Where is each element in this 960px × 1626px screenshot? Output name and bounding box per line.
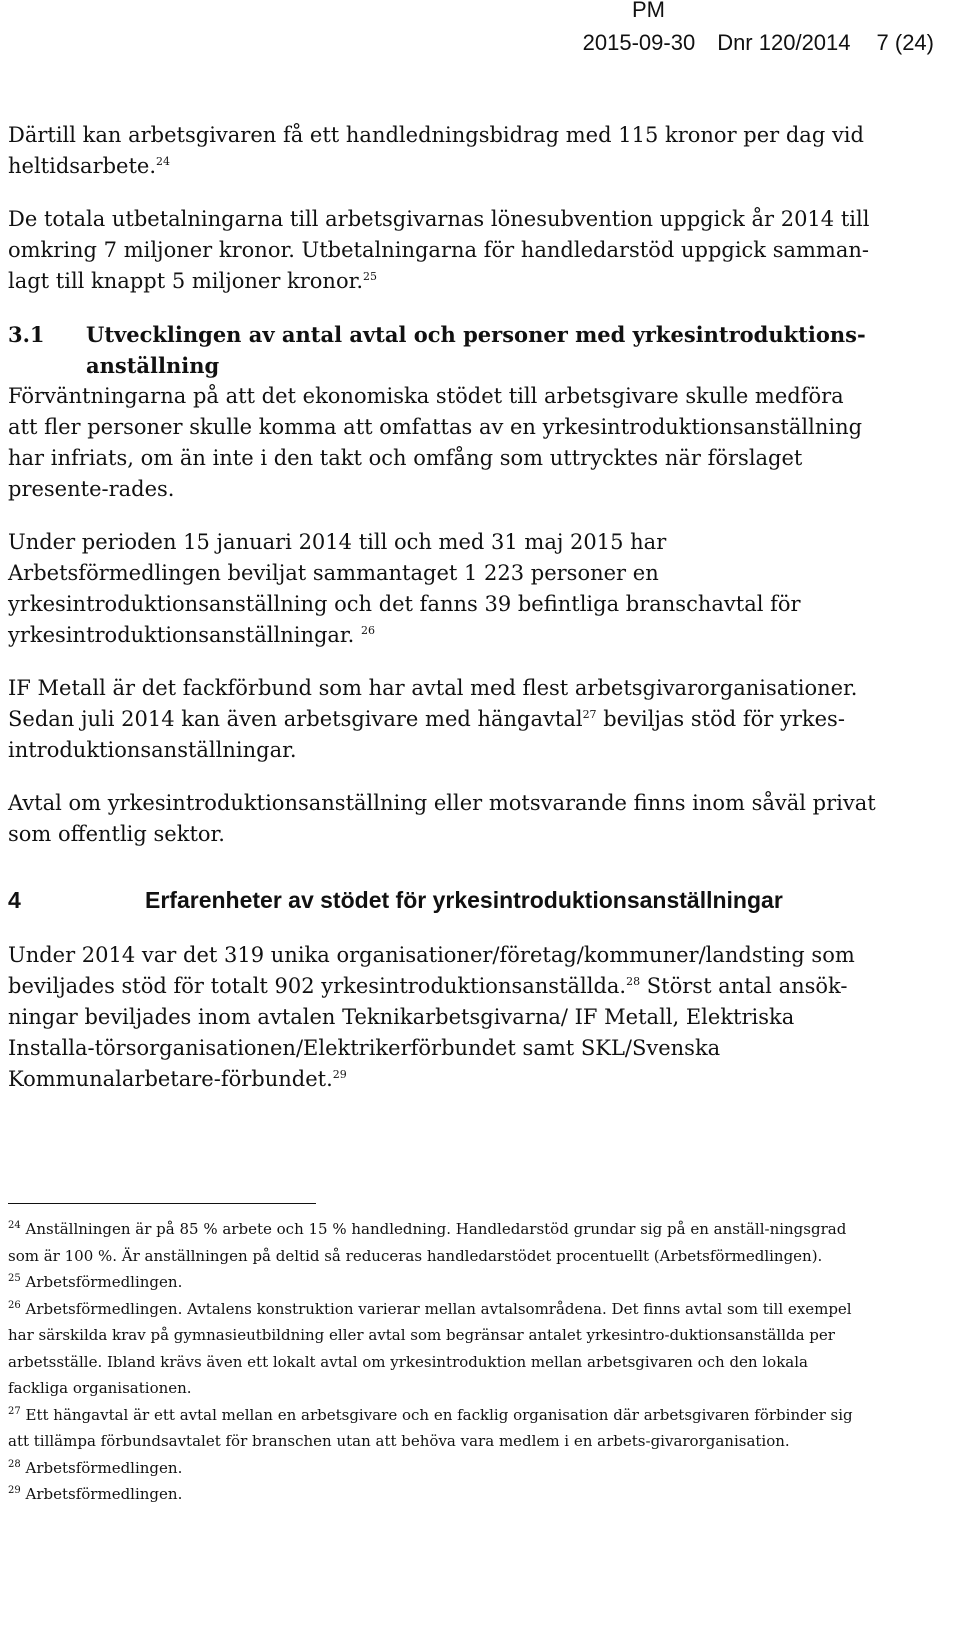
section-number: 4 bbox=[8, 887, 21, 913]
page-header bbox=[514, 0, 934, 56]
document-meta bbox=[514, 30, 934, 56]
footnote-24: $^{24}$ Anställningen är på 85 % arbete och 15 % handledning. Handledarstöd grundar sig på en anställ-ningsgrad som är 100 %. Är anställningen på deltid så reduceras handledarstödet procentuellt (Arbetsförmedlingen). bbox=[8, 1220, 847, 1265]
footnote-ref-26[interactable]: 26 bbox=[361, 624, 376, 637]
footnote-ref-25[interactable]: 25 bbox=[363, 270, 378, 283]
footnote-25: $^{25}$ Arbetsförmedlingen. bbox=[8, 1273, 183, 1291]
paragraph-perioden: Under perioden 15 januari 2014 till och med 31 maj 2015 har Arbetsförmedlingen beviljat sammantaget 1 223 personer en yrkesintroduktionsanställning och det fanns 39 befintliga branschavtal för yrkesintroduktionsanställningar. $^{26}$ bbox=[8, 530, 801, 647]
paragraph-handledningsbidrag: Därtill kan arbetsgivaren få ett handledningsbidrag med 115 kronor per dag vid heltidsarbete.$^{24}$ bbox=[8, 123, 864, 178]
section-heading-3-1 bbox=[8, 319, 878, 381]
footnote-29: $^{29}$ Arbetsförmedlingen. bbox=[8, 1485, 183, 1503]
section-heading-4 bbox=[8, 884, 878, 916]
main-content bbox=[8, 120, 878, 1117]
paragraph-forvantningar: Förväntningarna på att det ekonomiska stödet till arbetsgivare skulle medföra att fler personer skulle komma att omfattas av en yrkesintroduktionsanställning har infriats, om än inte i den takt och omfång som uttrycktes när förslaget presente-rades. bbox=[8, 384, 863, 501]
document-reference: Dnr 120/2014 bbox=[717, 30, 851, 55]
paragraph-avtal-sektor: Avtal om yrkesintroduktionsanställning eller motsvarande finns inom såväl privat som offentlig sektor. bbox=[8, 791, 876, 846]
page-number: 7 (24) bbox=[876, 30, 934, 55]
footnote-28: $^{28}$ Arbetsförmedlingen. bbox=[8, 1458, 183, 1477]
paragraph-erfarenheter: Under 2014 var det 319 unika organisationer/företag/kommuner/landsting som beviljades stöd för totalt 902 yrkesintroduktionsanställda.$^{28}$ Störst antal ansök-ningar beviljades inom avtalen Teknikarbetsgivarna/ IF Metall, Elektriska Installa-törsorganisationen/Elektrikerförbundet samt SKL/Svenska Kommunalarbetare-förbundet.$^{29}$ bbox=[8, 943, 855, 1091]
footnotes bbox=[8, 1203, 868, 1508]
footnote-26: $^{26}$ Arbetsförmedlingen. Avtalens konstruktion varierar mellan avtalsområdena. Det finns avtal som till exempel har särskilda krav på gymnasieutbildning eller avtal som begränsar antalet yrkesintro-duktionsanställda per arbetsställe. Ibland krävs även ett lokalt avtal om yrkesintroduktion mellan arbetsgivaren och den lokala fackliga organisationen. bbox=[8, 1299, 852, 1397]
section-number: 3.1 bbox=[8, 322, 45, 347]
section-title: Erfarenheter av stödet för yrkesintroduktionsanställningar bbox=[145, 887, 783, 913]
document-date: 2015-09-30 bbox=[582, 30, 696, 55]
footnote-ref-28[interactable]: 28 bbox=[626, 975, 641, 988]
footnote-ref-29[interactable]: 29 bbox=[332, 1068, 347, 1081]
footnote-ref-27[interactable]: 27 bbox=[582, 708, 597, 721]
paragraph-utbetalningar: De totala utbetalningarna till arbetsgivarnas lönesubvention uppgick år 2014 till omkring 7 miljoner kronor. Utbetalningarna för handledarstöd uppgick samman-lagt till knappt 5 miljoner kronor.$^{25}$ bbox=[8, 207, 870, 293]
paragraph-if-metall: IF Metall är det fackförbund som har avtal med flest arbetsgivarorganisationer. Sedan juli 2014 kan även arbetsgivare med hängavtal$^{27}$ beviljas stöd för yrkes-introduktionsanställningar. bbox=[8, 676, 858, 762]
section-title: Utvecklingen av antal avtal och personer med yrkesintroduktions-anställning bbox=[86, 322, 866, 378]
footnote-ref-24[interactable]: 24 bbox=[156, 155, 171, 168]
footnote-divider bbox=[8, 1203, 316, 1204]
footnote-27: $^{27}$ Ett hängavtal är ett avtal mellan en arbetsgivare och en facklig organisation där arbetsgivaren förbinder sig att tillämpa förbundsavtalet för branschen utan att behöva vara medlem i en arbets-givarorganisation. bbox=[8, 1405, 853, 1450]
document-type: PM bbox=[632, 0, 665, 22]
